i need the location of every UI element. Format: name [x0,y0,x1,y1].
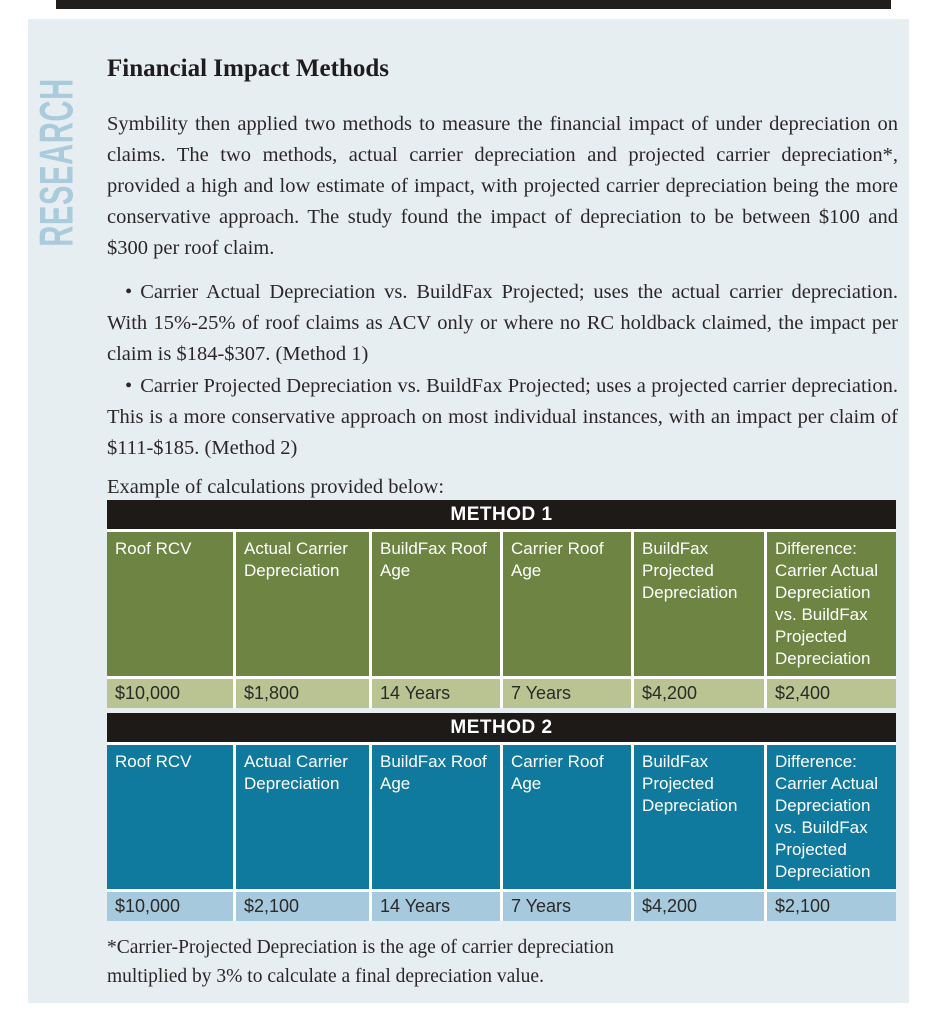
footnote-line-1: *Carrier-Projected Depreciation is the age of carrier depreciation [107,937,614,958]
bullet-icon: • [125,374,133,397]
method1-table [107,500,896,708]
column-header-difference: Difference: Carrier Actual Depreciation vs. BuildFax Projected Depreciation [767,745,896,889]
bullet-item-method2 [107,371,898,464]
method2-table [107,713,896,921]
bullet-item-method1 [107,277,898,370]
method1-table-title: METHOD 1 [107,500,896,529]
column-header-actual-carrier-depreciation: Actual Carrier Depreciation [236,532,369,676]
bullet-item-method2-text: Carrier Projected Depreciation vs. BuildFax Projected; uses a projected carrier depreciation. This is a more conservative approach on most individual instances, with an impact per claim of $111-$185. (Method 2) [107,374,898,459]
value-actual-carrier-depreciation: $2,100 [236,892,369,921]
value-difference: $2,100 [767,892,896,921]
value-carrier-roof-age: 7 Years [503,892,631,921]
column-header-buildfax-projected-depreciation: BuildFax Projected Depreciation [634,745,764,889]
value-buildfax-projected-depreciation: $4,200 [634,679,764,708]
method2-data-row [107,892,896,921]
bullet-item-method1-text: Carrier Actual Depreciation vs. BuildFax Projected; uses the actual carrier depreciation. With 15%-25% of roof claims as ACV only or where no RC holdback claimed, the impact per claim is $184-$307. (Method 1) [107,280,898,365]
method2-header-row [107,745,896,889]
method1-header-row [107,532,896,676]
column-header-carrier-roof-age: Carrier Roof Age [503,532,631,676]
column-header-carrier-roof-age: Carrier Roof Age [503,745,631,889]
value-roof-rcv: $10,000 [107,679,233,708]
example-caption: Example of calculations provided below: [107,475,445,498]
method2-table-title: METHOD 2 [107,713,896,742]
column-header-actual-carrier-depreciation: Actual Carrier Depreciation [236,745,369,889]
research-sidebar-label-text: RESEARCH [29,77,83,247]
bullet-icon: • [125,280,133,303]
column-header-buildfax-projected-depreciation: BuildFax Projected Depreciation [634,532,764,676]
value-buildfax-roof-age: 14 Years [372,892,500,921]
value-buildfax-projected-depreciation: $4,200 [634,892,764,921]
column-header-roof-rcv: Roof RCV [107,532,233,676]
page-title: Financial Impact Methods [107,54,389,82]
method1-data-row [107,679,896,708]
intro-paragraph: Symbility then applied two methods to measure the financial impact of under depreciation on claims. The two methods, actual carrier depreciation and projected carrier depreciation*, provided a high and low estimate of impact, with projected carrier depreciation being the more conservative approach. The study found the impact of depreciation to be between $100 and $300 per roof claim. [107,112,898,259]
value-carrier-roof-age: 7 Years [503,679,631,708]
value-roof-rcv: $10,000 [107,892,233,921]
footnote [107,933,807,991]
column-header-roof-rcv: Roof RCV [107,745,233,889]
column-header-difference: Difference: Carrier Actual Depreciation vs. BuildFax Projected Depreciation [767,532,896,676]
top-banner-fragment [56,0,891,9]
footnote-line-2: multiplied by 3% to calculate a final depreciation value. [107,966,544,987]
value-actual-carrier-depreciation: $1,800 [236,679,369,708]
column-header-buildfax-roof-age: BuildFax Roof Age [372,745,500,889]
value-buildfax-roof-age: 14 Years [372,679,500,708]
value-difference: $2,400 [767,679,896,708]
column-header-buildfax-roof-age: BuildFax Roof Age [372,532,500,676]
